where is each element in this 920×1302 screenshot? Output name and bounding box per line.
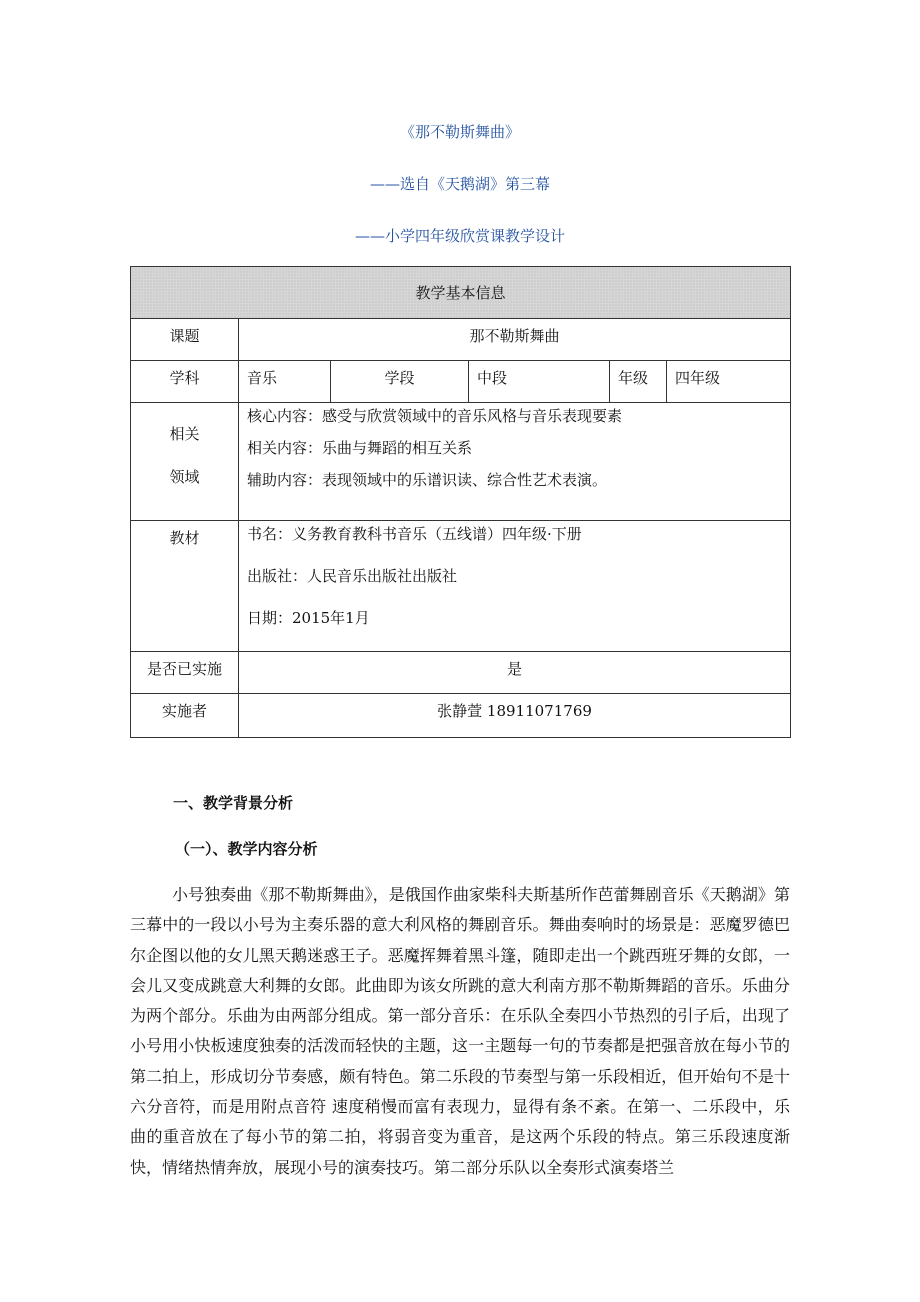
domain-content — [239, 403, 791, 521]
basic-info-table — [130, 266, 791, 738]
domain-related-line: 相关内容：乐曲与舞蹈的相互关系 — [247, 439, 473, 457]
document-title: 《那不勒斯舞曲》 — [399, 123, 520, 141]
subsection-heading-content: （一）、教学内容分析 — [175, 840, 318, 858]
textbook-content — [239, 521, 791, 652]
domain-label-line1: 相关 — [169, 425, 200, 443]
domain-core-line: 核心内容：感受与欣赏领域中的音乐风格与音乐表现要素 — [247, 407, 623, 425]
textbook-name-line: 书名：义务教育教科书音乐（五线谱）四年级·下册 — [247, 525, 582, 543]
domain-auxiliary-line: 辅助内容：表现领域中的乐谱识读、综合性艺术表演。 — [247, 471, 608, 489]
stage-label: 学段 — [331, 361, 469, 403]
table-header: 教学基本信息 — [131, 267, 791, 319]
document-subtitle-grade: ——小学四年级欣赏课教学设计 — [354, 227, 565, 245]
implementer-value: 张静萱 18911071769 — [239, 694, 791, 738]
topic-value: 那不勒斯舞曲 — [239, 319, 791, 361]
grade-value: 四年级 — [667, 361, 791, 403]
textbook-publisher-line: 出版社：人民音乐出版社出版社 — [247, 567, 458, 585]
section-heading-background: 一、教学背景分析 — [173, 794, 294, 812]
topic-label: 课题 — [131, 319, 239, 361]
implemented-value: 是 — [239, 652, 791, 694]
textbook-label: 教材 — [131, 521, 239, 652]
implementer-label: 实施者 — [131, 694, 239, 738]
content-analysis-paragraph: 小号独奏曲《那不勒斯舞曲》，是俄国作曲家柴科夫斯基所作芭蕾舞剧音乐《天鹅湖》第三幕中的一段以小号为主奏乐器的意大利风格的舞剧音乐。舞曲奏响时的场景是：恶魔罗德巴尔企图以他的女儿黑天鹅迷惑王子。恶魔挥舞着黑斗篷，随即走出一个跳西班牙舞的女郎，一会儿又变成跳意大利舞的女郎。此曲即为该女所跳的意大利南方那不勒斯舞蹈的音乐。乐曲分为两个部分。乐曲为由两部分组成。第一部分音乐：在乐队全奏四小节热烈的引子后，出现了小号用小快板速度独奏的活泼而轻快的主题，这一主题每一句的节奏都是把强音放在每小节的第二拍上，形成切分节奏感，颇有特色。第二乐段的节奏型与第一乐段相近，但开始句不是十六分音符，而是用附点音符 速度稍慢而富有表现力，显得有条不紊。在第一、二乐段中，乐曲的重音放在了每小节的第二拍，将弱音变为重音，是这两个乐段的特点。第三乐段速度渐快，情绪热情奔放，展现小号的演奏技巧。第二部分乐队以全奏形式演奏塔兰 — [130, 885, 790, 1177]
textbook-date-line: 日期：2015年1月 — [247, 609, 370, 627]
domain-label — [131, 403, 239, 521]
subject-label: 学科 — [131, 361, 239, 403]
domain-label-line2: 领域 — [169, 468, 200, 486]
subject-value: 音乐 — [239, 361, 331, 403]
stage-value: 中段 — [469, 361, 610, 403]
document-subtitle-source: ——选自《天鹅湖》第三幕 — [369, 175, 550, 193]
implemented-label: 是否已实施 — [131, 652, 239, 694]
grade-label: 年级 — [610, 361, 667, 403]
